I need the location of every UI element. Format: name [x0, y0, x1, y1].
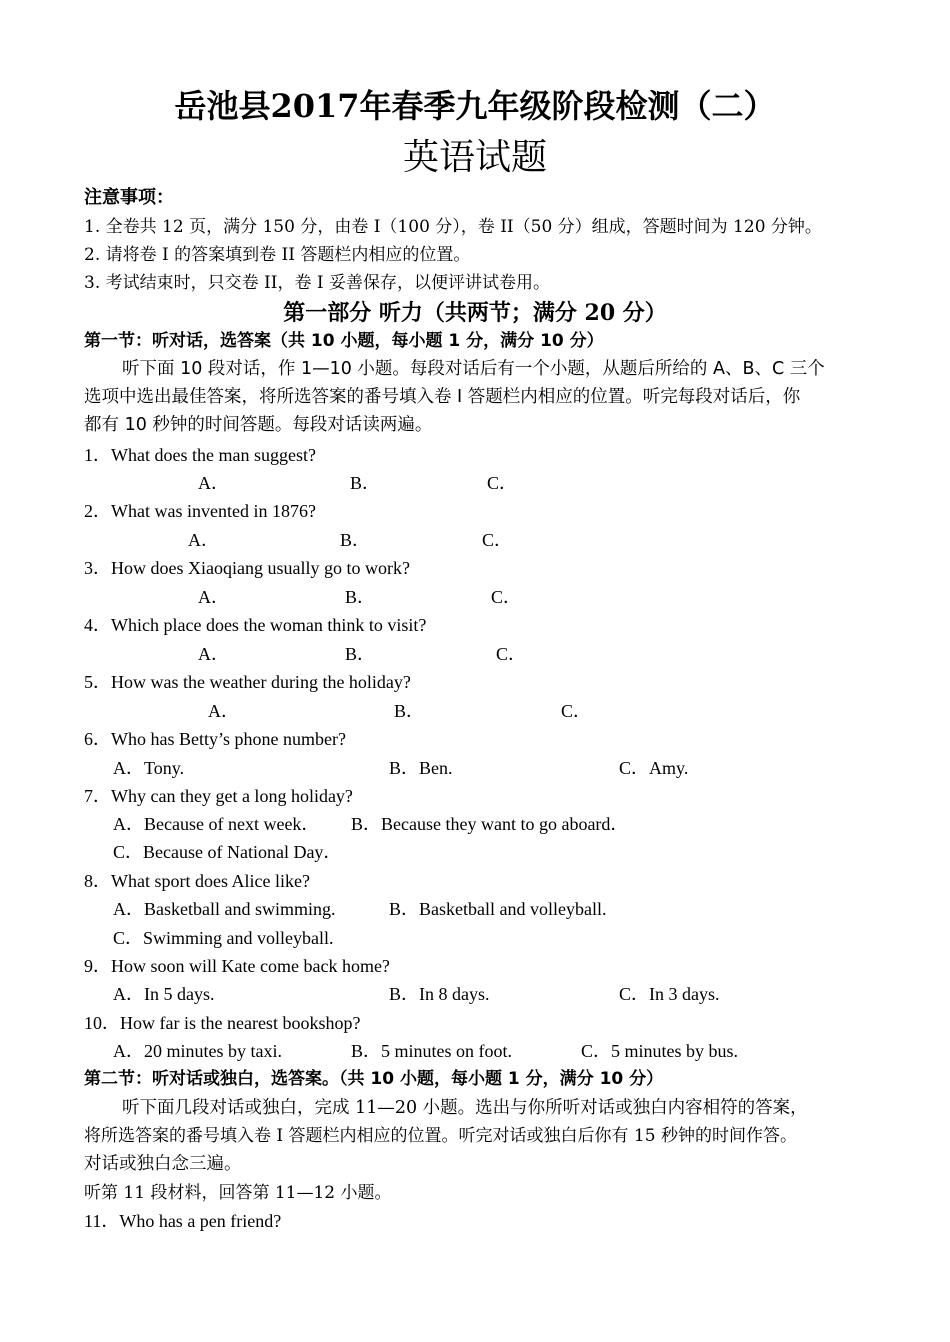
option-b: B．: [345, 644, 376, 664]
question-text: 10．How far is the nearest bookshop?: [84, 1013, 361, 1033]
section-one-instruction: 选项中选出最佳答案，将所选答案的番号填入卷 I 答题栏内相应的位置。听完每段对话后，你: [84, 387, 801, 407]
option-a: A．: [198, 587, 229, 607]
question-text: 11．Who has a pen friend?: [84, 1211, 282, 1231]
question-text: 9．How soon will Kate come back home?: [84, 956, 390, 976]
option-b: B．: [340, 530, 371, 550]
question-text: 5．How was the weather during the holiday?: [84, 672, 411, 692]
option-a: A．Because of next week．: [113, 814, 320, 834]
part-one-heading: 第一部分 听力（共两节；满分 20 分）: [283, 300, 667, 326]
option-a: A．: [188, 530, 219, 550]
option-a: A．: [208, 701, 239, 721]
question-text: 1．What does the man suggest?: [84, 445, 316, 465]
note-item: 1. 全卷共 12 页，满分 150 分，由卷 I（100 分），卷 II（50 分）组成，答题时间为 120 分钟。: [84, 217, 822, 237]
section-one-instruction: 都有 10 秒钟的时间答题。每段对话读两遍。: [84, 415, 433, 435]
option-b: B．Ben.: [389, 758, 453, 778]
note-item: 3. 考试结束时，只交卷 II，卷 I 妥善保存，以便评讲试卷用。: [84, 273, 550, 293]
option-b: B．5 minutes on foot.: [351, 1041, 512, 1061]
option-c: C．In 3 days.: [619, 984, 720, 1004]
option-c: C．: [491, 587, 522, 607]
question-text: 7．Why can they get a long holiday?: [84, 786, 353, 806]
option-c: C．Amy.: [619, 758, 689, 778]
exam-subject-title: 英语试题: [402, 137, 547, 178]
option-b: B．Basketball and volleyball.: [389, 899, 607, 919]
option-c: C．Because of National Day．: [113, 842, 342, 862]
question-text: 8．What sport does Alice like?: [84, 871, 310, 891]
option-b: B．Because they want to go aboard．: [351, 814, 629, 834]
section-two-instruction: 听下面几段对话或独白，完成 11—20 小题。选出与你所听对话或独白内容相符的答案，: [122, 1098, 808, 1118]
option-b: B．In 8 days.: [389, 984, 490, 1004]
option-a: A．In 5 days.: [113, 984, 215, 1004]
option-a: A．: [198, 644, 229, 664]
section-one-heading: 第一节：听对话，选答案（共 10 小题，每小题 1 分，满分 10 分）: [84, 331, 604, 351]
section-two-instruction: 对话或独白念三遍。: [84, 1154, 242, 1174]
option-b: B．: [394, 701, 425, 721]
option-c: C．: [496, 644, 527, 664]
option-a: A．: [198, 473, 229, 493]
option-c: C．: [482, 530, 513, 550]
option-a: A．20 minutes by taxi.: [113, 1041, 282, 1061]
section-one-instruction: 听下面 10 段对话，作 1—10 小题。每段对话后有一个小题，从题后所给的 A、B、C 三个: [122, 359, 825, 379]
option-a: A．Basketball and swimming.: [113, 899, 336, 919]
option-a: A．Tony.: [113, 758, 185, 778]
question-text: 4．Which place does the woman think to visit?: [84, 615, 427, 635]
option-b: B．: [350, 473, 381, 493]
material-note: 听第 11 段材料，回答第 11—12 小题。: [84, 1183, 392, 1203]
question-text: 6．Who has Betty’s phone number?: [84, 729, 346, 749]
note-item: 2. 请将卷 I 的答案填到卷 II 答题栏内相应的位置。: [84, 245, 471, 265]
option-c: C．: [487, 473, 518, 493]
option-c: C．: [561, 701, 592, 721]
notes-heading: 注意事项：: [84, 187, 174, 208]
exam-title: 岳池县2017年春季九年级阶段检测（二）: [174, 87, 776, 125]
section-two-instruction: 将所选答案的番号填入卷 I 答题栏内相应的位置。听完对话或独白后你有 15 秒钟的时间作答。: [84, 1126, 797, 1146]
option-b: B．: [345, 587, 376, 607]
question-text: 3．How does Xiaoqiang usually go to work?: [84, 558, 410, 578]
option-c: C．5 minutes by bus.: [581, 1041, 739, 1061]
question-text: 2．What was invented in 1876?: [84, 501, 316, 521]
option-c: C．Swimming and volleyball.: [113, 928, 334, 948]
section-two-heading: 第二节：听对话或独白，选答案。（共 10 小题，每小题 1 分，满分 10 分）: [84, 1069, 664, 1089]
